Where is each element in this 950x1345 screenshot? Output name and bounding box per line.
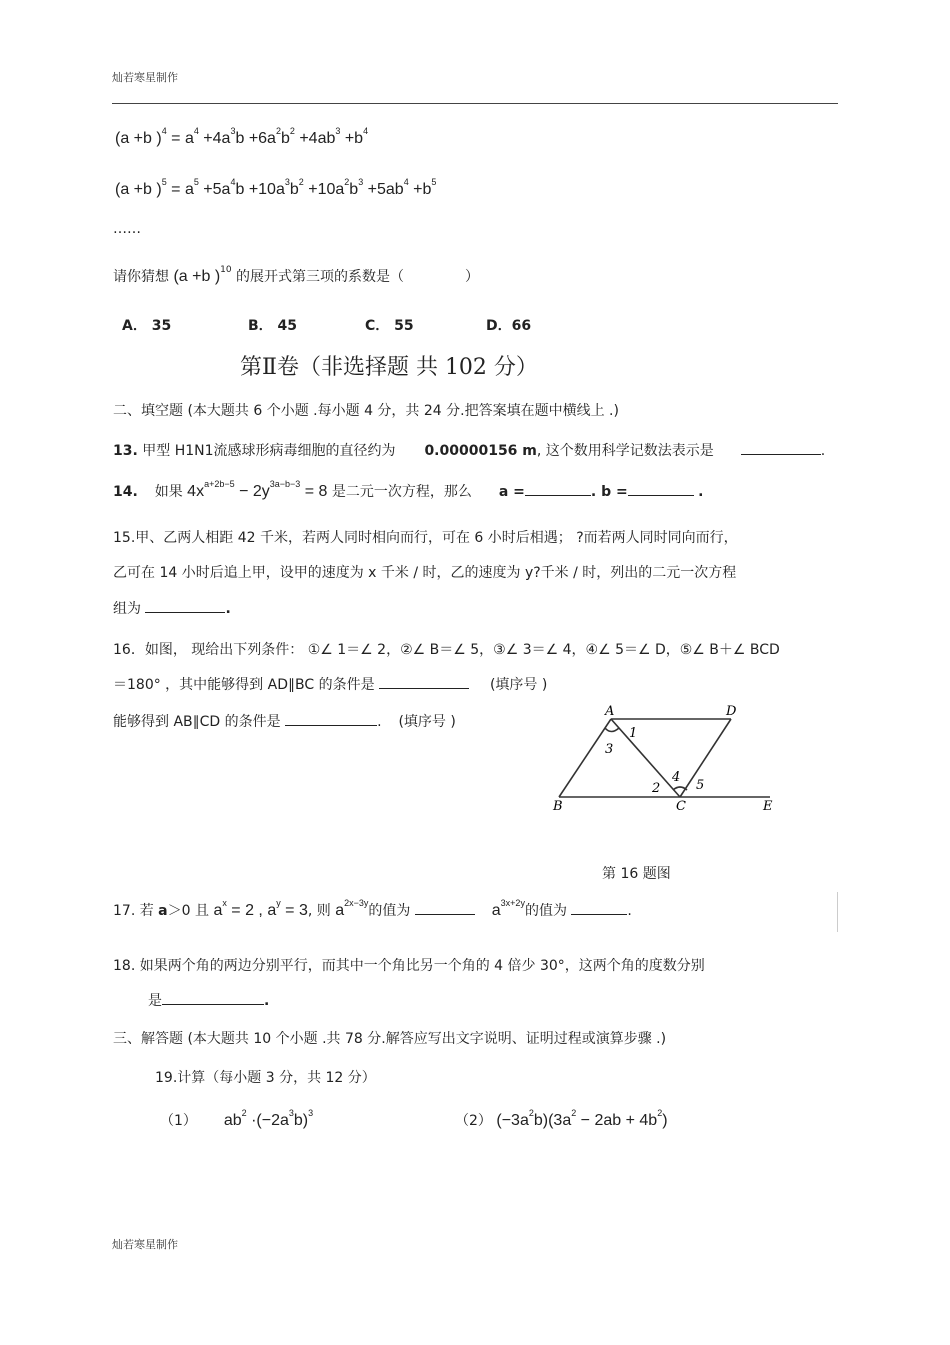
q17-text4: 的值为 bbox=[368, 903, 411, 919]
question-17 bbox=[113, 900, 632, 920]
label-b: B bbox=[553, 799, 563, 814]
line-ac bbox=[611, 719, 680, 797]
q18-tail: . bbox=[264, 993, 270, 1009]
q15-answer-blank[interactable] bbox=[145, 600, 225, 613]
question-13 bbox=[113, 440, 825, 460]
q17-text1: 17. 若 bbox=[113, 903, 154, 919]
q19-p1-label: （1） bbox=[160, 1113, 197, 1129]
geometry-figure bbox=[545, 702, 785, 817]
question-15-line-3 bbox=[113, 598, 231, 618]
q13-text2: , 这个数用科学记数法表示是 bbox=[536, 443, 714, 459]
question-19-part-1 bbox=[160, 1110, 313, 1130]
option-b: B． 45 bbox=[248, 318, 298, 334]
q12-prefix: 请你猜想 bbox=[113, 269, 169, 285]
q12-expr: (a +b ) bbox=[173, 268, 221, 285]
question-14 bbox=[113, 481, 703, 501]
label-4: 4 bbox=[672, 770, 681, 785]
question-18-line-1: 18. 如果两个角的两边分别平行，而其中一个角比另一个角的 4 倍少 30°，这两个角的度数分别 bbox=[113, 958, 705, 974]
q14-tail: . bbox=[698, 484, 704, 500]
question-15-line-1: 15.甲、乙两人相距 42 千米，若两人同时相向而行，可在 6 小时后相遇； ?而若两人同时同向而行， bbox=[113, 530, 738, 546]
q16-ab-cd-blank[interactable] bbox=[285, 713, 377, 726]
line-dc bbox=[680, 719, 731, 797]
q15-line3: 组为 bbox=[113, 601, 141, 617]
label-2: 2 bbox=[652, 781, 661, 796]
q12-exp: 10 bbox=[220, 265, 232, 275]
header-rule bbox=[112, 103, 838, 104]
ellipsis: …… bbox=[113, 221, 141, 237]
formula-2-lhs: (a +b ) bbox=[115, 181, 162, 198]
q16-line2b: (填序号 ) bbox=[489, 677, 548, 693]
formula-2-rhs: = $a^5 +5a^4b +10a^3b^2 +10a^2b^3 +5ab^4 +b^5$ bbox=[171, 177, 437, 198]
q16-ad-bc-blank[interactable] bbox=[379, 676, 469, 689]
q19-p2-label: （2） bbox=[455, 1113, 492, 1129]
part-2-title: 第Ⅱ卷（非选择题 共 102 分） bbox=[240, 355, 538, 380]
q16-line2a: ＝180° ，其中能够得到 AD∥BC 的条件是 bbox=[113, 677, 375, 693]
question-16-line-1: 16．如图， 现给出下列条件： ①∠ 1＝∠ 2，②∠ B＝∠ 5，③∠ 3＝∠ 4，④∠ 5＝∠ D，⑤∠ B＋∠ BCD bbox=[113, 642, 780, 658]
q14-expr: $4x^{a+2b-5} - 2y^{3a-b-3} = 8$ bbox=[187, 479, 328, 500]
q19-p2-expr: $(-3a^2b)(3a^2 - 2ab + 4b^2)$ bbox=[496, 1108, 668, 1129]
question-15-line-2: 乙可在 14 小时后追上甲，设甲的速度为 x 千米 / 时，乙的速度为 y?千米 / 时，列出的二元一次方程 bbox=[113, 565, 737, 581]
option-d: D．66 bbox=[486, 318, 532, 334]
q14-text2: 是二元一次方程，那么 bbox=[331, 484, 472, 500]
label-3: 3 bbox=[605, 742, 614, 757]
question-16-line-3: 能够得到 AB∥CD 的条件是 . (填序号 ) bbox=[113, 714, 456, 730]
label-d: D bbox=[726, 704, 737, 719]
label-1: 1 bbox=[629, 726, 638, 741]
option-c: C． 55 bbox=[365, 318, 414, 334]
margin-mark bbox=[837, 892, 838, 932]
q12-suffix: 的展开式第三项的系数是（ bbox=[236, 269, 405, 285]
figure-caption: 第 16 题图 bbox=[602, 866, 671, 882]
q13-value: 0.00000156 m bbox=[424, 443, 537, 459]
question-19-part-2 bbox=[455, 1110, 668, 1130]
line-ab bbox=[559, 719, 614, 797]
q17-text2: ＞0 且 bbox=[167, 903, 209, 919]
q14-a-label: a = bbox=[498, 484, 525, 500]
q13-label: 13. bbox=[113, 443, 138, 459]
q12-close: ） bbox=[464, 269, 479, 285]
formula-line-1 bbox=[115, 126, 369, 148]
formula-1-exp: 4 bbox=[161, 126, 167, 136]
q19-p1-expr: $ab^2 \cdot(-2a^3b)^3$ bbox=[223, 1108, 314, 1129]
question-18-line-2 bbox=[148, 990, 269, 1010]
q18-answer-blank[interactable] bbox=[162, 992, 264, 1005]
formula-2-exp: 5 bbox=[161, 177, 167, 187]
option-a: A． 35 bbox=[122, 318, 172, 334]
q14-a-blank[interactable] bbox=[525, 483, 591, 496]
q13-answer-blank[interactable] bbox=[741, 442, 821, 455]
question-19-title: 19.计算（每小题 3 分，共 12 分） bbox=[155, 1070, 376, 1086]
q17-expr3: $a^{3x+2y}$ bbox=[491, 898, 525, 919]
q17-blank-2[interactable] bbox=[571, 902, 627, 915]
formula-1-rhs: = $a^4 +4a^3b +6a^2b^2 +4ab^3 +b^4$ bbox=[171, 126, 369, 147]
question-16-line-2 bbox=[113, 674, 547, 694]
label-e: E bbox=[763, 799, 773, 814]
q13-tail: . bbox=[820, 443, 826, 459]
q17-expr1: $a^x = 2$ , $a^y = 3$ bbox=[213, 898, 308, 919]
q14-label: 14. bbox=[113, 484, 138, 500]
page-footer: 灿若寒星制作 bbox=[112, 1238, 178, 1251]
page-header: 灿若寒星制作 bbox=[112, 71, 178, 84]
q17-a: a bbox=[158, 903, 168, 919]
q14-b-blank[interactable] bbox=[628, 483, 694, 496]
q16-line3b: (填序号 ) bbox=[398, 714, 456, 730]
q17-expr2: $a^{2x-3y}$ bbox=[335, 898, 369, 919]
q14-b-label: . b = bbox=[590, 484, 628, 500]
section-2-heading: 二、填空题 (本大题共 6 个小题 .每小题 4 分，共 24 分.把答案填在题中横线上 .) bbox=[113, 403, 619, 419]
q13-text1: 甲型 H1N1流感球形病毒细胞的直径约为 bbox=[142, 443, 396, 459]
q16-line3a: 能够得到 AB∥CD 的条件是 bbox=[113, 714, 281, 730]
formula-1-lhs: (a +b ) bbox=[115, 130, 162, 147]
q14-text1: 如果 bbox=[154, 484, 183, 500]
angle-arc-a bbox=[605, 728, 619, 732]
label-c: C bbox=[676, 799, 686, 814]
label-a: A bbox=[605, 704, 615, 719]
label-5: 5 bbox=[696, 778, 705, 793]
q15-tail: . bbox=[225, 601, 231, 617]
q17-text5: 的值为 bbox=[524, 903, 567, 919]
q17-tail: . bbox=[627, 903, 632, 919]
question-12 bbox=[113, 266, 479, 286]
q18-line2: 是 bbox=[148, 993, 162, 1009]
q17-blank-1[interactable] bbox=[415, 902, 475, 915]
formula-line-2 bbox=[115, 177, 437, 199]
section-3-heading: 三、解答题 (本大题共 10 个小题 .共 78 分.解答应写出文字说明、证明过程或演算步骤 .) bbox=[113, 1031, 667, 1047]
q17-text3: , 则 bbox=[307, 903, 331, 919]
